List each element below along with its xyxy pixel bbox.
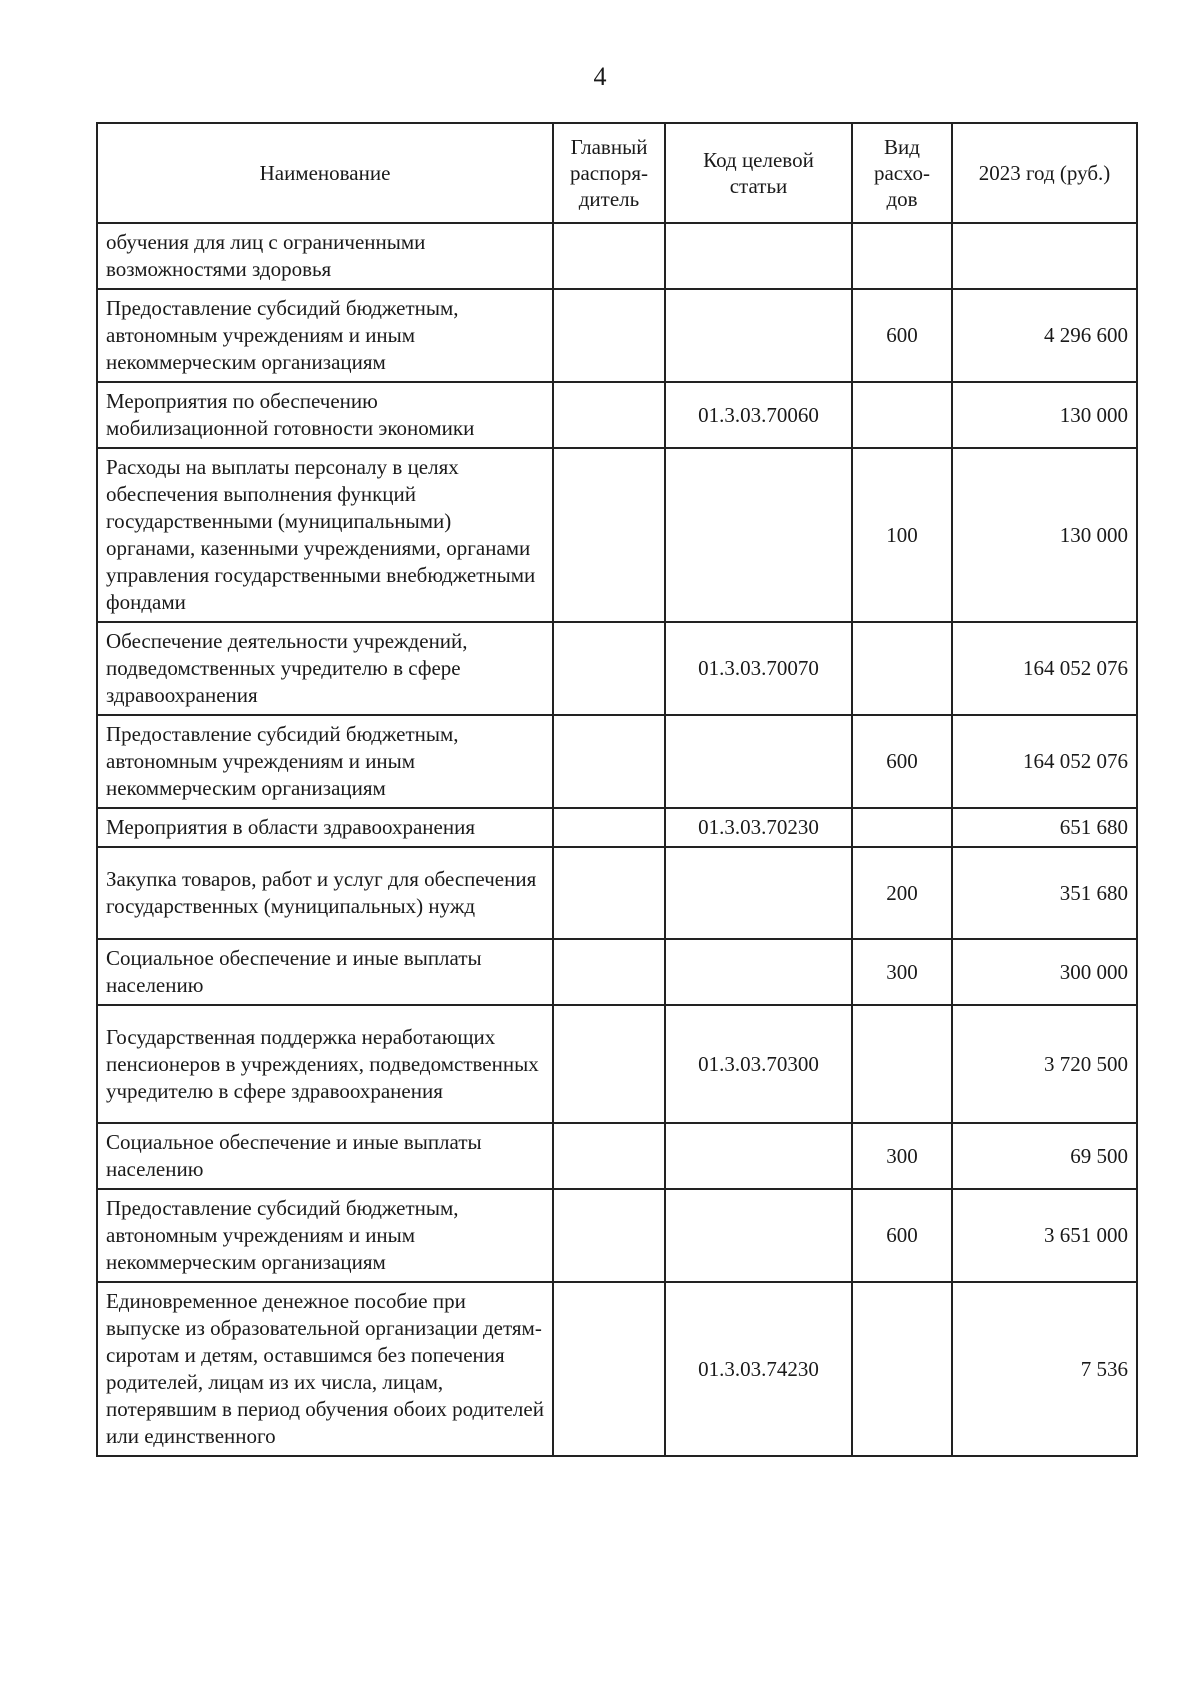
cell-main-manager — [553, 715, 665, 808]
header-target-code: Код целевой статьи — [665, 123, 852, 223]
cell-amount: 69 500 — [952, 1123, 1137, 1189]
cell-name: Обеспечение деятельности учреждений, подведомственных учредителю в сфере здравоохранения — [97, 622, 553, 715]
cell-name: Государственная поддержка неработающих пенсионеров в учреждениях, подведомственных учредителю в сфере здравоохранения — [97, 1005, 553, 1123]
cell-main-manager — [553, 939, 665, 1005]
cell-target-code: 01.3.03.74230 — [665, 1282, 852, 1456]
header-year: 2023 год (руб.) — [952, 123, 1137, 223]
cell-expense-type — [852, 1005, 952, 1123]
cell-target-code: 01.3.03.70230 — [665, 808, 852, 847]
cell-main-manager — [553, 622, 665, 715]
cell-expense-type — [852, 808, 952, 847]
cell-amount: 3 720 500 — [952, 1005, 1137, 1123]
table-row — [97, 622, 1137, 715]
cell-expense-type — [852, 223, 952, 289]
table-row — [97, 1282, 1137, 1456]
cell-name: Социальное обеспечение и иные выплаты населению — [97, 939, 553, 1005]
cell-expense-type: 600 — [852, 1189, 952, 1282]
cell-main-manager — [553, 289, 665, 382]
table-row — [97, 1005, 1137, 1123]
cell-amount: 300 000 — [952, 939, 1137, 1005]
cell-main-manager — [553, 808, 665, 847]
cell-target-code — [665, 289, 852, 382]
table-row — [97, 448, 1137, 622]
table-row — [97, 847, 1137, 939]
cell-main-manager — [553, 847, 665, 939]
page-number: 4 — [593, 62, 607, 91]
cell-target-code — [665, 223, 852, 289]
cell-target-code — [665, 847, 852, 939]
cell-target-code — [665, 448, 852, 622]
table-row — [97, 289, 1137, 382]
cell-expense-type: 600 — [852, 289, 952, 382]
cell-amount: 651 680 — [952, 808, 1137, 847]
cell-main-manager — [553, 1189, 665, 1282]
cell-name: Социальное обеспечение и иные выплаты населению — [97, 1123, 553, 1189]
cell-amount: 4 296 600 — [952, 289, 1137, 382]
cell-amount: 164 052 076 — [952, 622, 1137, 715]
cell-target-code — [665, 1123, 852, 1189]
cell-main-manager — [553, 382, 665, 448]
table-body — [97, 223, 1137, 1456]
cell-name: Предоставление субсидий бюджетным, автономным учреждениям и иным некоммерческим организациям — [97, 715, 553, 808]
cell-expense-type — [852, 1282, 952, 1456]
cell-expense-type: 200 — [852, 847, 952, 939]
cell-target-code: 01.3.03.70300 — [665, 1005, 852, 1123]
cell-target-code: 01.3.03.70060 — [665, 382, 852, 448]
cell-target-code: 01.3.03.70070 — [665, 622, 852, 715]
cell-target-code — [665, 1189, 852, 1282]
table-row — [97, 223, 1137, 289]
header-main-manager: Главный распоря-дитель — [553, 123, 665, 223]
table-header-row — [97, 123, 1137, 223]
cell-amount — [952, 223, 1137, 289]
cell-amount: 164 052 076 — [952, 715, 1137, 808]
cell-target-code — [665, 939, 852, 1005]
cell-expense-type: 600 — [852, 715, 952, 808]
cell-main-manager — [553, 1123, 665, 1189]
table-row — [97, 382, 1137, 448]
cell-main-manager — [553, 1005, 665, 1123]
table-row — [97, 1123, 1137, 1189]
cell-amount: 130 000 — [952, 448, 1137, 622]
cell-name: Мероприятия в области здравоохранения — [97, 808, 553, 847]
cell-main-manager — [553, 223, 665, 289]
cell-main-manager — [553, 1282, 665, 1456]
cell-amount: 130 000 — [952, 382, 1137, 448]
budget-table — [96, 122, 1138, 1457]
cell-expense-type: 100 — [852, 448, 952, 622]
cell-name: Предоставление субсидий бюджетным, автономным учреждениям и иным некоммерческим организациям — [97, 289, 553, 382]
cell-name: Предоставление субсидий бюджетным, автономным учреждениям и иным некоммерческим организациям — [97, 1189, 553, 1282]
cell-expense-type — [852, 382, 952, 448]
table-row — [97, 939, 1137, 1005]
cell-amount: 7 536 — [952, 1282, 1137, 1456]
table-row — [97, 715, 1137, 808]
cell-name: Единовременное денежное пособие при выпуске из образовательной организации детям-сиротам и детям, оставшимся без попечения родителей, лицам из их числа, лицам, потерявшим в период обучения обоих родителей или единственного — [97, 1282, 553, 1456]
cell-name: Закупка товаров, работ и услуг для обеспечения государственных (муниципальных) нужд — [97, 847, 553, 939]
cell-amount: 351 680 — [952, 847, 1137, 939]
cell-name: обучения для лиц с ограниченными возможностями здоровья — [97, 223, 553, 289]
table-row — [97, 1189, 1137, 1282]
cell-main-manager — [553, 448, 665, 622]
cell-target-code — [665, 715, 852, 808]
header-expense-type: Вид расхо-дов — [852, 123, 952, 223]
cell-amount: 3 651 000 — [952, 1189, 1137, 1282]
cell-expense-type: 300 — [852, 939, 952, 1005]
table-row — [97, 808, 1137, 847]
cell-expense-type — [852, 622, 952, 715]
cell-expense-type: 300 — [852, 1123, 952, 1189]
cell-name: Мероприятия по обеспечению мобилизационной готовности экономики — [97, 382, 553, 448]
cell-name: Расходы на выплаты персоналу в целях обеспечения выполнения функций государственными (муниципальными) органами, казенными учреждениями, органами управления государственными внебюджетными фондами — [97, 448, 553, 622]
header-name: Наименование — [97, 123, 553, 223]
